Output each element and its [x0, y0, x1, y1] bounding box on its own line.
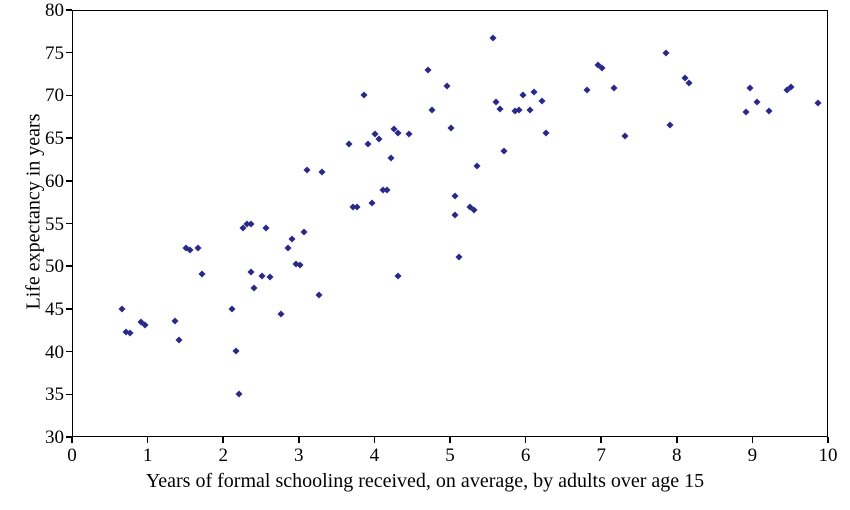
data-point	[765, 107, 772, 114]
y-tick-mark	[66, 394, 72, 396]
data-point	[621, 132, 628, 139]
y-tick-label: 60	[45, 170, 64, 192]
data-point	[194, 244, 201, 251]
data-point	[814, 100, 821, 107]
x-tick-mark	[600, 437, 602, 443]
x-tick-mark	[676, 437, 678, 443]
y-tick-label: 40	[45, 341, 64, 363]
y-tick-label: 35	[45, 384, 64, 406]
x-tick-label: 4	[369, 445, 380, 466]
data-point	[262, 224, 269, 231]
data-point	[296, 262, 303, 269]
data-point	[383, 187, 390, 194]
data-point	[542, 130, 549, 137]
x-tick-label: 3	[294, 445, 304, 466]
x-tick-label: 8	[672, 445, 682, 466]
data-point	[667, 121, 674, 128]
data-point	[141, 322, 148, 329]
x-tick-mark	[525, 437, 527, 443]
data-point	[258, 272, 265, 279]
y-tick-label: 55	[45, 213, 64, 235]
y-tick-label: 75	[45, 42, 64, 64]
data-point	[470, 206, 477, 213]
data-point	[746, 84, 753, 91]
y-tick-mark	[66, 137, 72, 139]
data-point	[493, 98, 500, 105]
data-point	[364, 141, 371, 148]
data-point	[447, 124, 454, 131]
data-point	[425, 66, 432, 73]
data-point	[126, 329, 133, 336]
data-point	[236, 391, 243, 398]
data-point	[289, 235, 296, 242]
data-point	[474, 163, 481, 170]
data-point	[387, 154, 394, 161]
data-point	[406, 130, 413, 137]
x-tick-label: 2	[218, 445, 228, 466]
plot-area	[72, 10, 828, 437]
data-point	[247, 269, 254, 276]
y-axis-label: Life expectancy in years	[22, 113, 45, 310]
data-point	[198, 270, 205, 277]
data-point	[754, 98, 761, 105]
y-tick-mark	[66, 308, 72, 310]
x-axis-label: Years of formal schooling received, on average, by adults over age 15	[145, 470, 705, 492]
x-tick-mark	[298, 437, 300, 443]
data-point	[455, 253, 462, 260]
data-point	[519, 91, 526, 98]
data-point	[538, 97, 545, 104]
data-point	[395, 130, 402, 137]
y-tick-mark	[66, 223, 72, 225]
data-point	[531, 89, 538, 96]
data-point	[251, 284, 258, 291]
data-point	[353, 204, 360, 211]
data-point	[277, 311, 284, 318]
data-point	[315, 291, 322, 298]
x-tick-label: 10	[818, 445, 838, 466]
x-tick-mark	[827, 437, 829, 443]
data-point	[663, 49, 670, 56]
data-point	[300, 229, 307, 236]
data-point	[451, 212, 458, 219]
data-point	[489, 35, 496, 42]
data-point	[444, 83, 451, 90]
x-tick-mark	[752, 437, 754, 443]
data-point	[232, 347, 239, 354]
data-point	[686, 79, 693, 86]
x-tick-mark	[147, 437, 149, 443]
data-point	[187, 247, 194, 254]
x-tick-mark	[449, 437, 451, 443]
data-point	[304, 166, 311, 173]
x-tick-label: 7	[596, 445, 606, 466]
data-points-layer	[73, 11, 827, 436]
y-tick-label: 45	[45, 298, 64, 320]
data-point	[376, 136, 383, 143]
x-tick-label: 6	[520, 445, 531, 466]
data-point	[429, 107, 436, 114]
data-point	[584, 87, 591, 94]
y-tick-label: 30	[45, 427, 64, 448]
x-tick-label: 5	[445, 445, 455, 466]
x-tick-mark	[71, 437, 73, 443]
data-point	[451, 193, 458, 200]
data-point	[361, 91, 368, 98]
x-tick-mark	[374, 437, 376, 443]
data-point	[285, 245, 292, 252]
data-point	[368, 200, 375, 207]
y-tick-mark	[66, 52, 72, 54]
data-point	[527, 107, 534, 114]
data-point	[175, 336, 182, 343]
data-point	[345, 141, 352, 148]
y-tick-mark	[66, 265, 72, 267]
x-tick-label: 0	[67, 445, 77, 466]
y-tick-mark	[66, 351, 72, 353]
x-tick-mark	[222, 437, 224, 443]
data-point	[395, 272, 402, 279]
data-point	[599, 65, 606, 72]
y-tick-mark	[66, 9, 72, 11]
y-tick-label: 65	[45, 128, 64, 150]
data-point	[497, 106, 504, 113]
y-tick-label: 70	[45, 85, 64, 107]
x-tick-label: 9	[747, 445, 758, 466]
y-tick-label: 80	[45, 0, 64, 21]
data-point	[266, 273, 273, 280]
data-point	[500, 148, 507, 155]
data-point	[742, 108, 749, 115]
y-tick-label: 50	[45, 256, 64, 278]
data-point	[228, 305, 235, 312]
data-point	[319, 168, 326, 175]
y-tick-mark	[66, 95, 72, 97]
y-tick-mark	[66, 180, 72, 182]
data-point	[172, 317, 179, 324]
data-point	[119, 305, 126, 312]
x-tick-label: 1	[142, 445, 153, 466]
data-point	[610, 84, 617, 91]
